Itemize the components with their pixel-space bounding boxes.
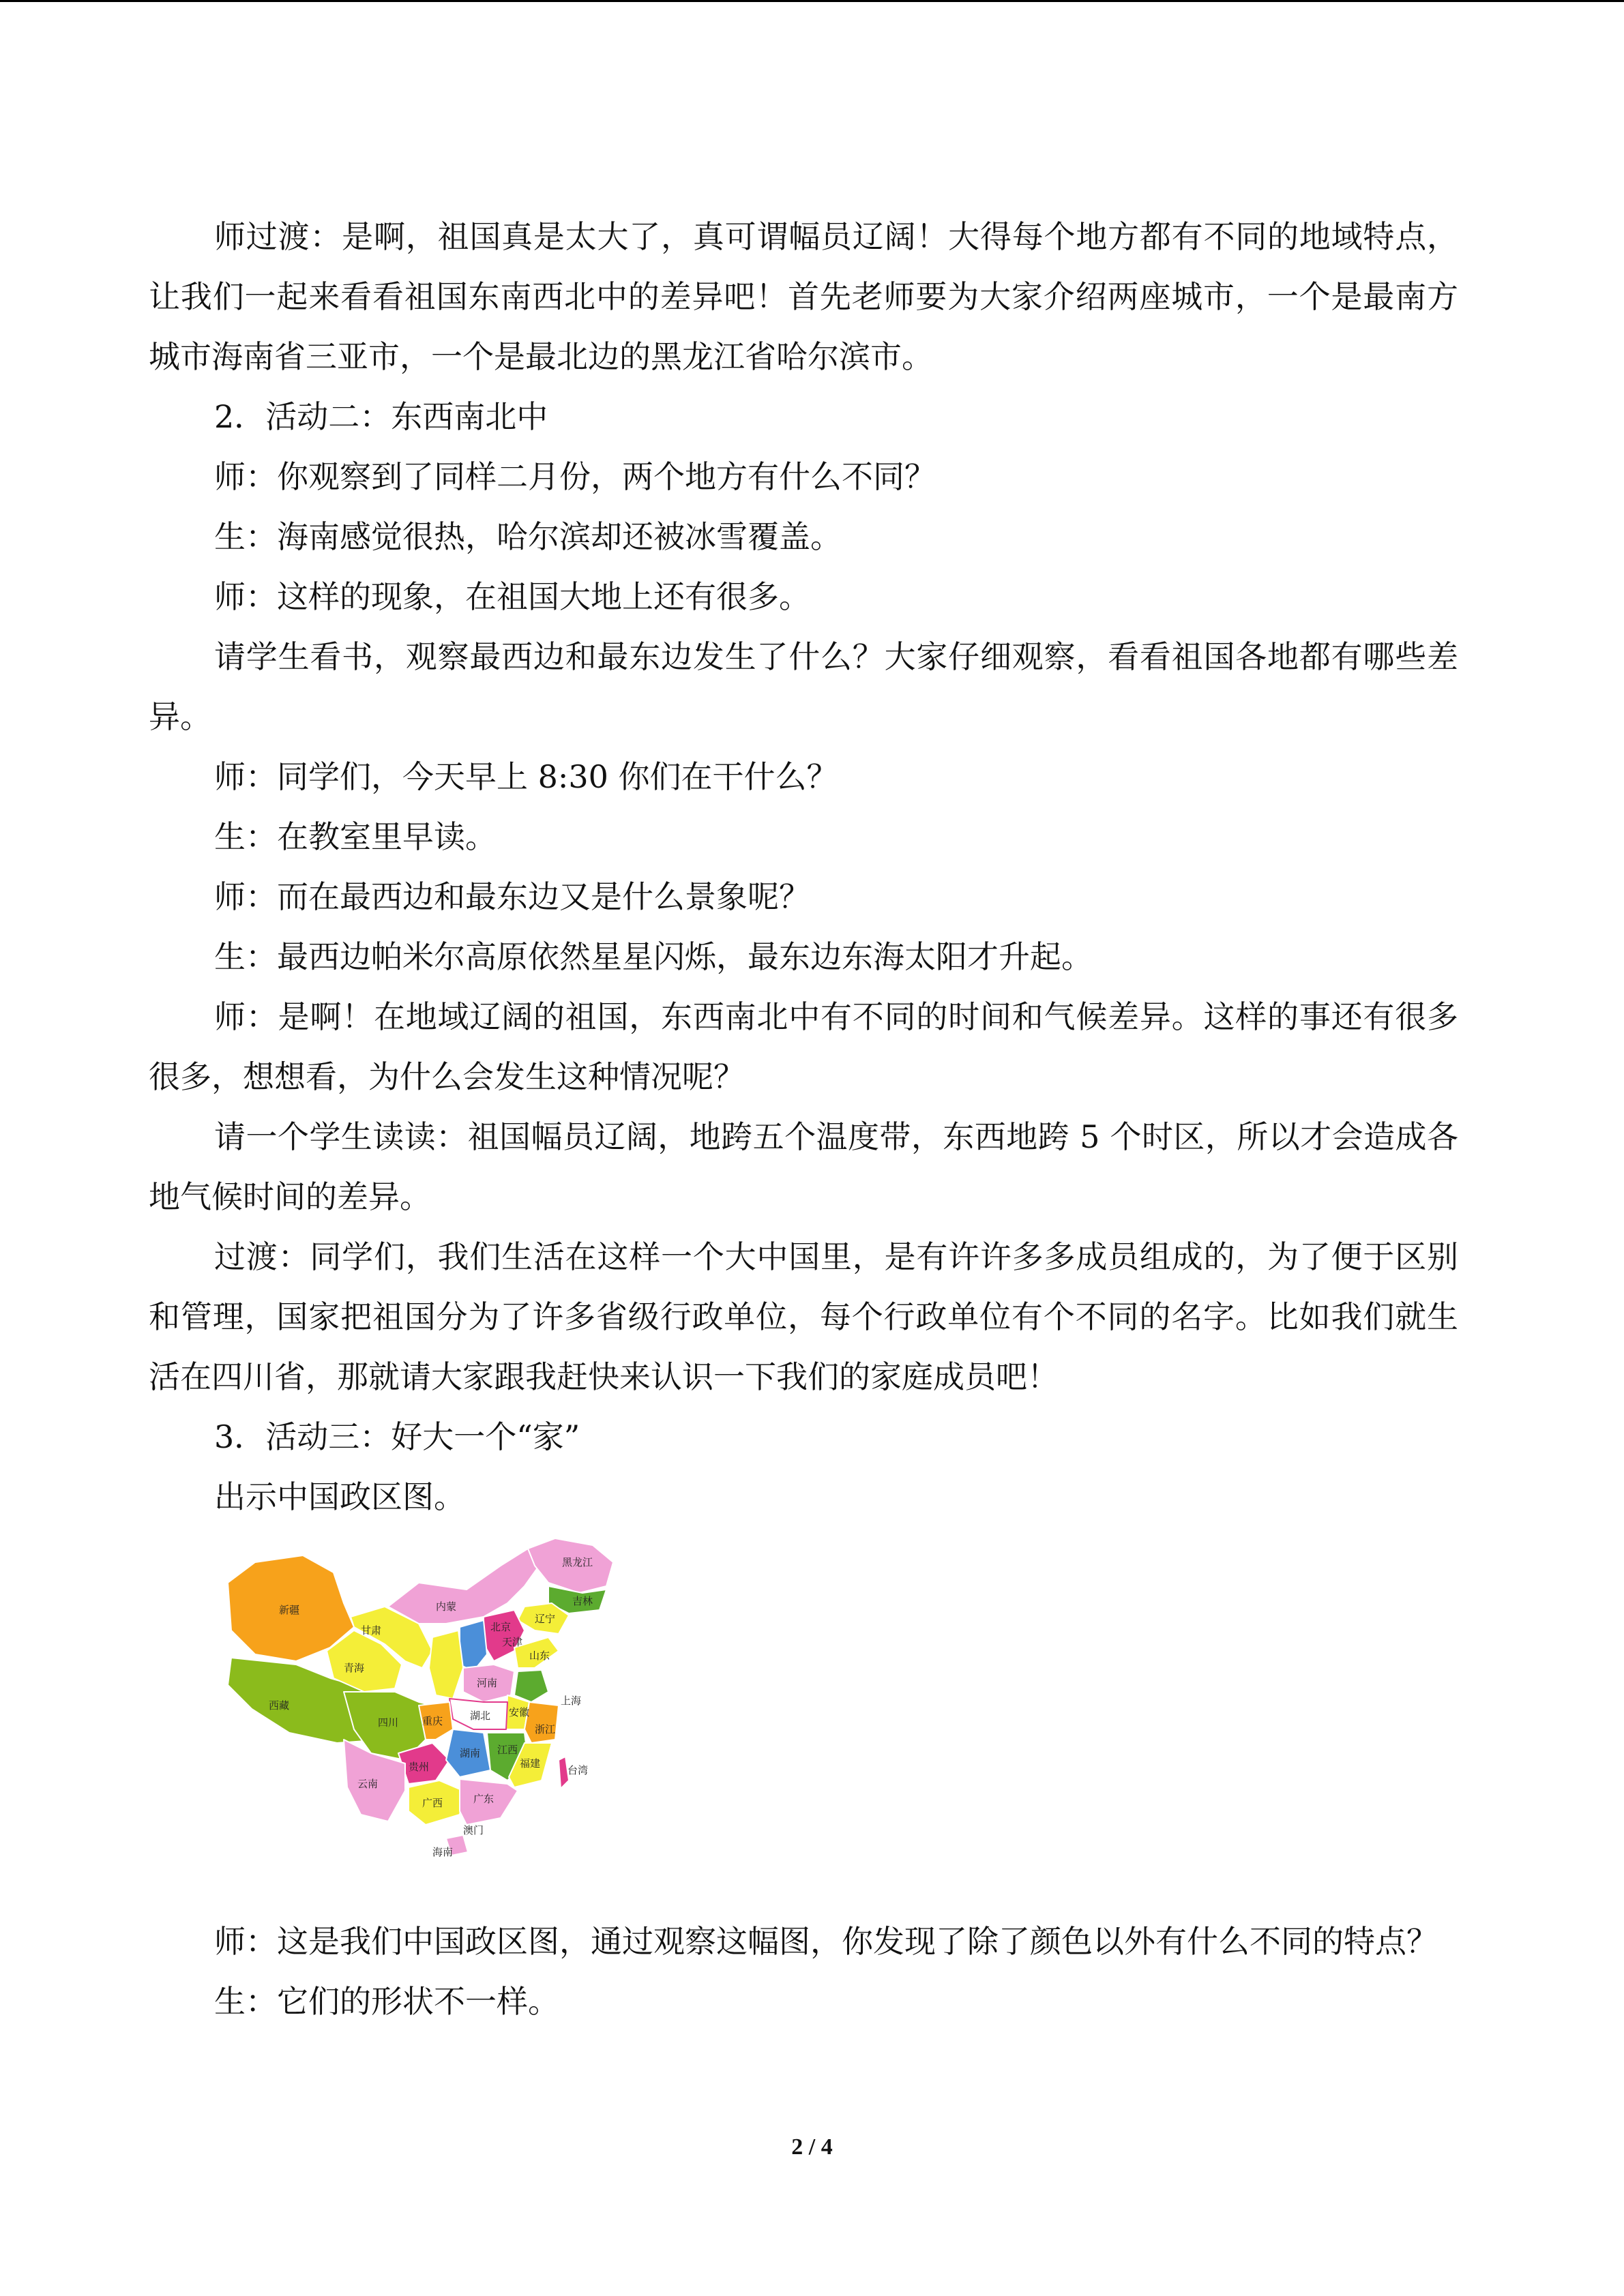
label-xizang: 西藏	[269, 1699, 290, 1712]
paragraph: 请一个学生读读：祖国幅员辽阔，地跨五个温度带，东西地跨 5 个时区，所以才会造成各地气候时间的差异。	[149, 1118, 1458, 1215]
label-tianjin: 天津	[502, 1636, 523, 1648]
label-guizhou: 贵州	[409, 1761, 430, 1773]
paragraph: 出示中国政区图。	[214, 1478, 465, 1515]
paragraph: 师：这样的现象，在祖国大地上还有很多。	[214, 578, 810, 615]
label-heilongjiang: 黑龙江	[562, 1556, 593, 1568]
region-shanxi	[460, 1620, 487, 1671]
paragraph: 师：你观察到了同样二月份，两个地方有什么不同？	[214, 458, 936, 495]
label-jiangxi: 江西	[497, 1744, 518, 1756]
label-gansu: 甘肃	[361, 1624, 382, 1637]
label-guangdong: 广东	[473, 1793, 494, 1805]
label-yunnan: 云南	[357, 1778, 379, 1790]
label-hainan: 海南	[432, 1846, 454, 1858]
label-anhui: 安徽	[509, 1706, 530, 1718]
label-chongqing: 重庆	[422, 1715, 443, 1727]
label-hubei: 湖北	[470, 1710, 491, 1722]
china-map-figure	[149, 1535, 1458, 1898]
paragraph: 生：在教室里早读。	[214, 818, 497, 855]
label-shanghai: 上海	[561, 1695, 582, 1707]
paragraph: 师过渡：是啊，祖国真是太大了，真可谓幅员辽阔！大得每个地方都有不同的地域特点，让我们一起来看看祖国东南西北中的差异吧！首先老师要为大家介绍两座城市，一个是最南方城市海南省三亚市，一个是最北边的黑龙江省哈尔滨市。	[149, 218, 1458, 375]
paragraph: 生：海南感觉很热，哈尔滨却还被冰雪覆盖。	[214, 518, 842, 555]
label-neimenggu: 内蒙	[436, 1600, 457, 1613]
label-hunan: 湖南	[460, 1747, 481, 1759]
label-beijing: 北京	[490, 1621, 512, 1633]
label-zhejiang: 浙江	[535, 1723, 556, 1735]
china-political-map	[214, 1535, 651, 1890]
label-guangxi: 广西	[422, 1797, 443, 1809]
region-jiangsu	[514, 1670, 548, 1702]
paragraph: 过渡：同学们，我们生活在这样一个大中国里，是有许许多多成员组成的，为了便于区别和管理，国家把祖国分为了许多省级行政单位，每个行政单位有个不同的名字。比如我们就生活在四川省，那就请大家跟我赶快来认识一下我们的家庭成员吧！	[149, 1238, 1458, 1395]
label-shandong: 山东	[529, 1650, 550, 1662]
section-heading-activity-3: 3．活动三：好大一个“家”	[214, 1418, 580, 1455]
paragraph: 师：这是我们中国政区图，通过观察这幅图，你发现了除了颜色以外有什么不同的特点？	[214, 1923, 1438, 1960]
page-body	[149, 207, 1458, 2031]
paragraph: 师：同学们，今天早上 8:30 你们在干什么？	[214, 758, 838, 795]
label-liaoning: 辽宁	[535, 1613, 556, 1625]
label-taiwan: 台湾	[567, 1764, 589, 1776]
region-neimenggu	[388, 1549, 542, 1624]
paragraph: 师：是啊！在地域辽阔的祖国，东西南北中有不同的时间和气候差异。这样的事还有很多很多，想想看，为什么会发生这种情况呢？	[149, 998, 1458, 1095]
label-fujian: 福建	[520, 1757, 541, 1770]
paragraph: 生：它们的形状不一样。	[214, 1983, 559, 2020]
paragraph: 请学生看书，观察最西边和最东边发生了什么？大家仔细观察，看看祖国各地都有哪些差异。	[149, 638, 1458, 735]
label-qinghai: 青海	[344, 1662, 365, 1674]
paragraph: 师：而在最西边和最东边又是什么景象呢？	[214, 878, 810, 915]
label-sichuan: 四川	[378, 1716, 399, 1729]
label-aomen: 澳门	[463, 1824, 484, 1836]
section-heading-activity-2: 2．活动二：东西南北中	[214, 398, 548, 435]
label-jilin: 吉林	[572, 1595, 593, 1607]
paragraph: 生：最西边帕米尔高原依然星星闪烁，最东边东海太阳才升起。	[214, 938, 1093, 975]
label-henan: 河南	[477, 1677, 498, 1689]
page-number: 2 / 4	[791, 2134, 833, 2160]
label-xinjiang: 新疆	[279, 1604, 300, 1616]
region-zhejiang	[525, 1702, 559, 1743]
region-shaanxi	[429, 1630, 463, 1699]
